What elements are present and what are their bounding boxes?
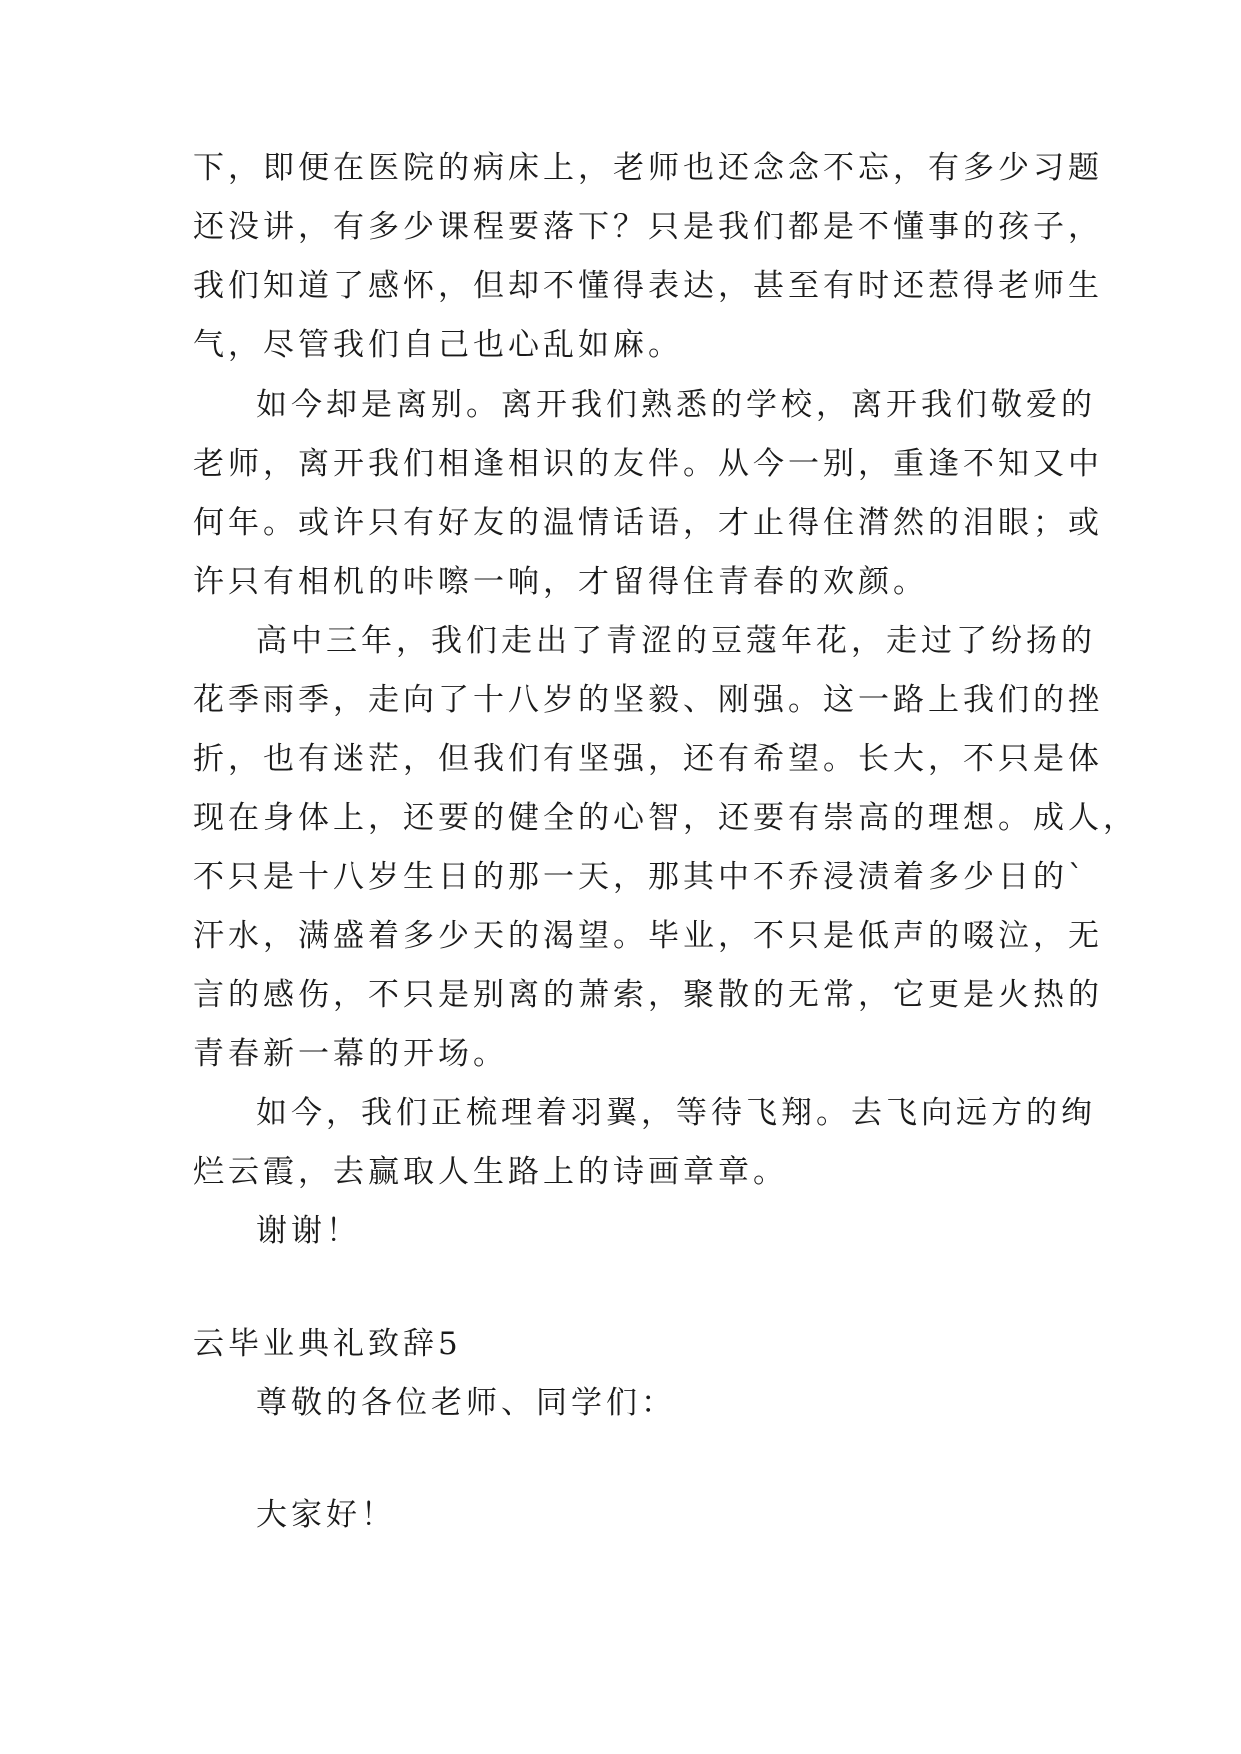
paragraph-line: 何年。或许只有好友的温情话语，才止得住潸然的泪眼；或 [193,505,1103,541]
paragraph-line: 许只有相机的咔嚓一响，才留得住青春的欢颜。 [193,564,928,600]
paragraph-line: 还没讲，有多少课程要落下？只是我们都是不懂事的孩子， [193,209,1103,245]
paragraph-line: 青春新一幕的开场。 [193,1036,508,1072]
salutation-line: 尊敬的各位老师、同学们： [256,1385,676,1421]
paragraph-line: 如今，我们正梳理着羽翼，等待飞翔。去飞向远方的绚 [256,1095,1096,1131]
paragraph-line: 烂云霞，去赢取人生路上的诗画章章。 [193,1154,788,1190]
paragraph-line: 折，也有迷茫，但我们有坚强，还有希望。长大，不只是体 [193,741,1103,777]
paragraph-line: 老师，离开我们相逢相识的友伴。从今一别，重逢不知又中 [193,446,1103,482]
section-heading: 云毕业典礼致辞5 [193,1326,462,1362]
paragraph-line: 如今却是离别。离开我们熟悉的学校，离开我们敬爱的 [256,387,1096,423]
paragraph-line: 气，尽管我们自己也心乱如麻。 [193,327,683,363]
paragraph-line: 言的感伤，不只是别离的萧索，聚散的无常，它更是火热的 [193,977,1103,1013]
paragraph-line: 不只是十八岁生日的那一天，那其中不乔浸渍着多少日的` [193,859,1088,895]
paragraph-line: 现在身体上，还要的健全的心智，还要有崇高的理想。成人， [193,800,1138,836]
paragraph-line: 下，即便在医院的病床上，老师也还念念不忘，有多少习题 [193,150,1103,186]
paragraph-line: 高中三年，我们走出了青涩的豆蔻年花，走过了纷扬的 [256,623,1096,659]
greeting-line: 大家好！ [256,1497,396,1533]
paragraph-line: 花季雨季，走向了十八岁的坚毅、刚强。这一路上我们的挫 [193,682,1103,718]
paragraph-line: 汗水，满盛着多少天的渴望。毕业，不只是低声的啜泣，无 [193,918,1103,954]
paragraph-line: 我们知道了感怀，但却不懂得表达，甚至有时还惹得老师生 [193,268,1103,304]
closing-line: 谢谢！ [256,1213,361,1249]
